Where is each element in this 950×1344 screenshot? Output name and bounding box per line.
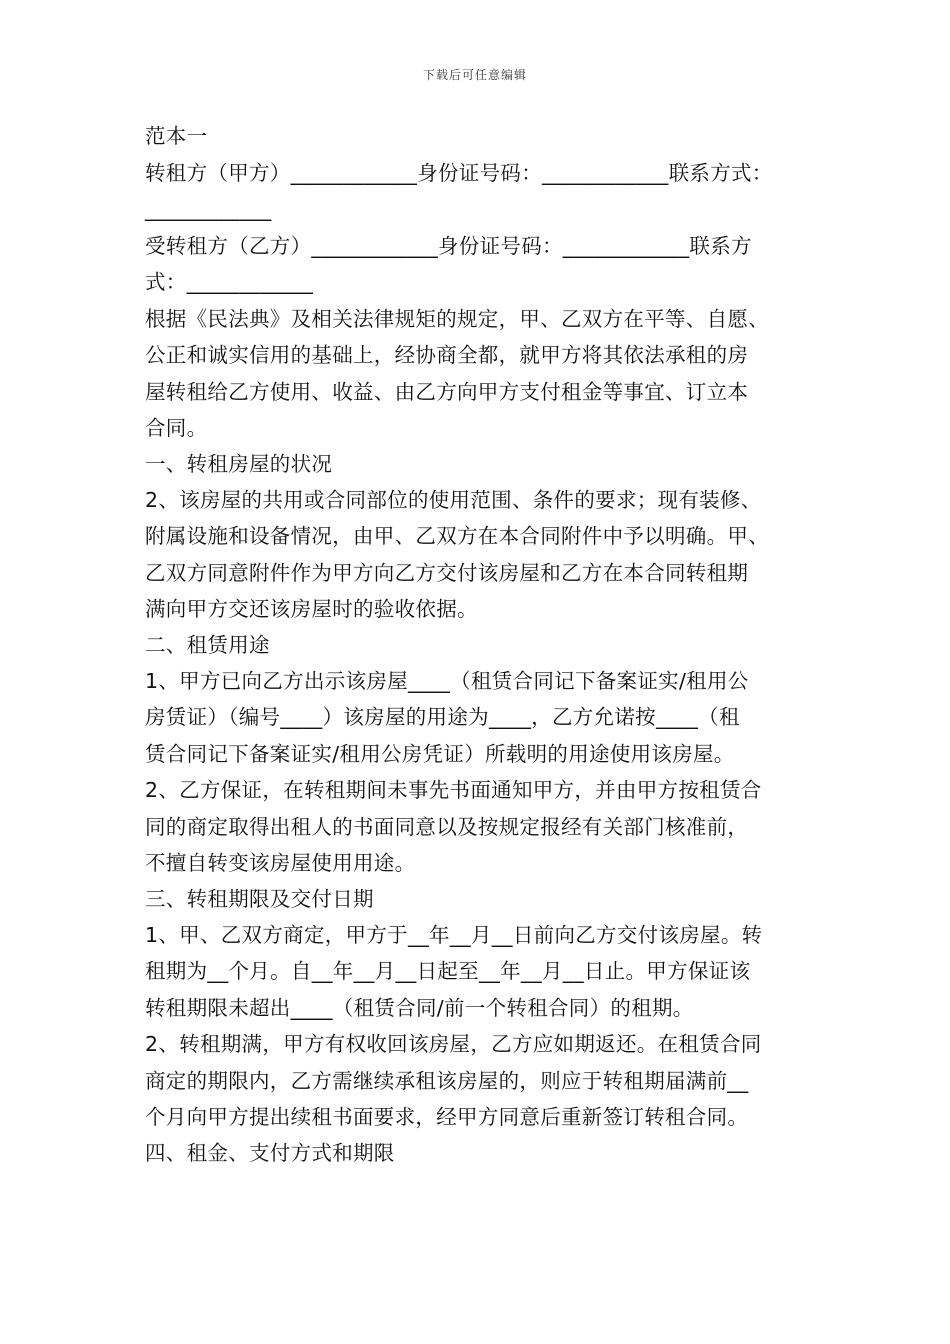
party-b-line: 受转租方（乙方）____________身份证号码：____________联系方 — [145, 233, 752, 258]
preamble-line: 屋转租给乙方使用、收益、由乙方向甲方支付租金等事宜、订立本 — [145, 379, 749, 404]
section-heading-2: 二、租赁用途 — [145, 632, 270, 657]
clause-line: 个月向甲方提出续租书面要求，经甲方同意后重新签订转租合同。 — [145, 1105, 749, 1129]
clause-line: 租期为__个月。自__年__月__日起至__年__月__日止。甲方保证该 — [145, 959, 751, 983]
clause-line: 满向甲方交还该房屋时的验收依据。 — [145, 597, 478, 621]
preamble-line: 根据《民法典》及相关法律规矩的规定，甲、乙双方在平等、自愿、 — [145, 306, 769, 331]
clause-line: 同的商定取得出租人的书面同意以及按规定报经有关部门核准前， — [145, 814, 749, 839]
clause-line: 2、乙方保证，在转租期间未事先书面通知甲方，并由甲方按租赁合 — [145, 778, 762, 802]
preamble-line: 合同。 — [145, 416, 208, 440]
document-title: 范本一 — [145, 124, 208, 148]
clause-line: 1、甲方已向乙方出示该房屋____（租赁合同记下备案证实/租用公 — [145, 668, 749, 693]
header-note: 下载后可任意编辑 — [422, 68, 527, 82]
document-body — [145, 118, 815, 1171]
party-b-contact-line: 式：____________ — [145, 270, 314, 294]
clause-line: 2、转租期满，甲方有权收回该房屋，乙方应如期返还。在租赁合同 — [145, 1032, 762, 1056]
section-heading-1: 一、转租房屋的状况 — [145, 451, 333, 476]
clause-line: 2、该房屋的共用或合同部位的使用范围、条件的要求；现有装修、 — [145, 487, 762, 512]
party-a-contact-blank: ____________ — [145, 197, 272, 221]
section-heading-4: 四、租金、支付方式和期限 — [145, 1140, 395, 1165]
preamble-line: 公正和诚实信用的基础上，经协商全都，就甲方将其依法承租的房 — [145, 343, 749, 367]
party-a-line: 转租方（甲方）____________身份证号码：____________联系方式： — [145, 160, 773, 185]
clause-line: 乙双方同意附件作为甲方向乙方交付该房屋和乙方在本合同转租期 — [145, 560, 749, 585]
clause-line: 附属设施和设备情况，由甲、乙双方在本合同附件中予以明确。甲、 — [145, 524, 769, 548]
clause-line: 商定的期限内，乙方需继续承租该房屋的，则应于转租期届满前__ — [145, 1068, 749, 1093]
clause-line: 房赁证）（编号____）该房屋的用途为____，乙方允诺按____（租 — [145, 705, 740, 729]
clause-line: 转租期限未超出____（租赁合同/前一个转租合同）的租期。 — [145, 995, 694, 1020]
clause-line: 1、甲、乙双方商定，甲方于__年__月__日前向乙方交付该房屋。转 — [145, 922, 763, 947]
clause-line: 不擅自转变该房屋使用用途。 — [145, 851, 416, 875]
section-heading-3: 三、转租期限及交付日期 — [145, 886, 374, 911]
clause-line: 赁合同记下备案证实/租用公房凭证）所载明的用途使用该房屋。 — [145, 741, 735, 766]
